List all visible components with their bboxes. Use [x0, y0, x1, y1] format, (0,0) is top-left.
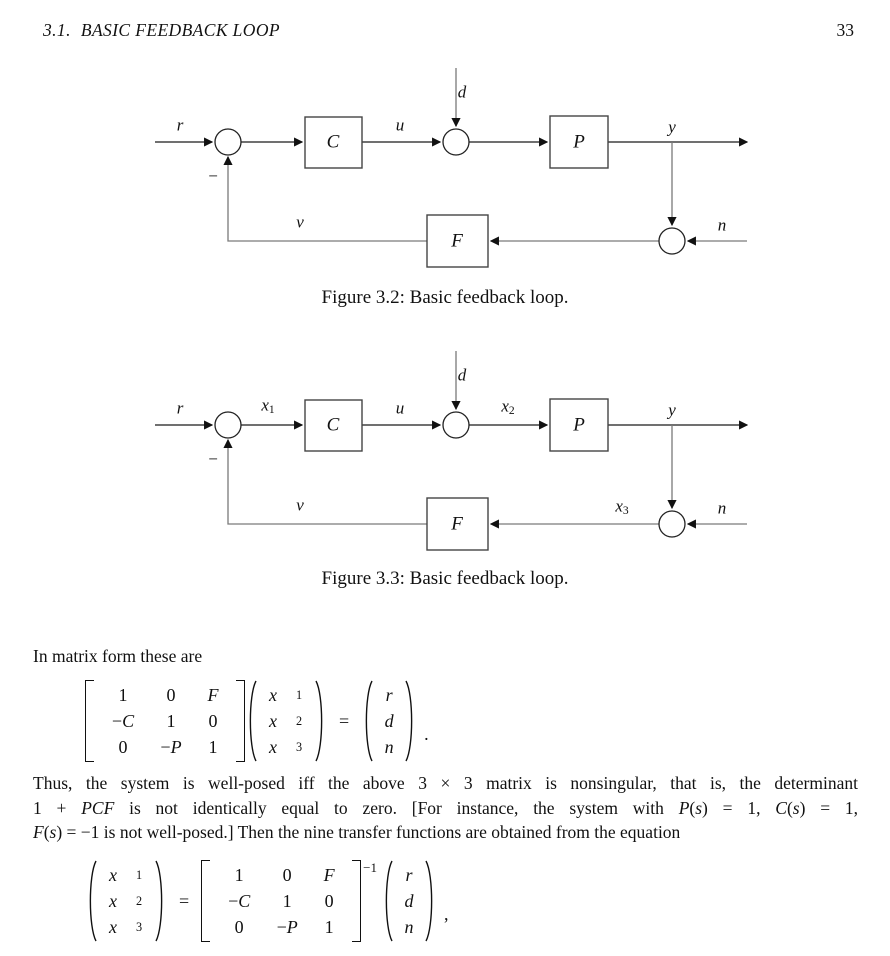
signal-label-x1: x1	[261, 395, 275, 416]
section-title: BASIC FEEDBACK LOOP	[80, 20, 280, 40]
matrix-cell: 1	[166, 710, 176, 731]
vector-entry: x 2	[269, 710, 303, 731]
signal-label-u: u	[395, 398, 405, 418]
signal-label-d: d	[457, 365, 467, 385]
unknown-vector	[260, 682, 312, 760]
left-paren	[85, 858, 98, 944]
plant-block-label: P	[573, 131, 585, 153]
matrix-cell: − P	[160, 736, 182, 757]
figure-3-3-caption: Figure 3.3: Basic feedback loop.	[321, 568, 569, 589]
vector-entry: x 1	[269, 684, 303, 705]
summing-junction-disturbance	[443, 129, 469, 155]
sensor-block-label: F	[451, 230, 463, 252]
signal-label-v: v	[296, 212, 304, 232]
right-paren	[424, 858, 437, 944]
matrix-cell: 0	[166, 684, 176, 705]
signal-label-u: u	[395, 115, 405, 135]
block-diagram-svg	[140, 54, 760, 286]
matrix-cell: F	[323, 864, 335, 885]
plant-block-label: P	[573, 414, 585, 436]
matrix-cell: 1	[118, 684, 128, 705]
page-number: 33	[836, 20, 854, 40]
sensor-block-label: F	[451, 513, 463, 535]
matrix-equation-1	[85, 678, 429, 764]
equation-punctuation: ,	[444, 903, 449, 924]
left-bracket	[85, 680, 94, 762]
rhs-vector	[396, 862, 422, 940]
vector-entry: d	[404, 890, 414, 911]
left-bracket	[201, 860, 210, 942]
summing-junction-error	[215, 129, 241, 155]
signal-label-n: n	[717, 215, 727, 235]
signal-label-x2: x2	[501, 396, 515, 417]
equals-sign: =	[179, 890, 190, 911]
left-paren	[361, 678, 374, 764]
inverse-exponent: −1	[363, 860, 377, 875]
summing-junction-error	[215, 412, 241, 438]
unknown-vector	[100, 862, 152, 940]
equation-punctuation: .	[424, 723, 429, 744]
minus-sign: −	[208, 166, 218, 186]
summing-junction-disturbance	[443, 412, 469, 438]
signal-label-y: y	[668, 400, 676, 420]
controller-block-label: C	[326, 131, 340, 153]
matrix-cell: − C	[111, 710, 135, 731]
vector-entry: x 3	[109, 916, 143, 937]
section-heading	[43, 20, 290, 41]
figure-3-2-diagram	[140, 54, 760, 286]
vector-entry: r	[405, 864, 413, 885]
vector-entry: n	[384, 736, 394, 757]
matrix-cell: 1	[324, 916, 334, 937]
matrix-cell: 0	[118, 736, 128, 757]
signal-label-x3: x3	[615, 496, 629, 517]
vector-entry: r	[385, 684, 393, 705]
matrix-cell: − C	[228, 890, 251, 911]
matrix-cell: F	[207, 684, 219, 705]
equals-sign: =	[339, 710, 350, 731]
minus-sign: −	[208, 449, 218, 469]
summing-junction-noise	[659, 511, 685, 537]
paragraph-line: F(s) = −1 is not well-posed.] Then the nine transfer functions are obtained from the equation	[33, 822, 681, 843]
intro-sentence: In matrix form these are	[33, 646, 203, 666]
matrix-cell: 0	[234, 916, 244, 937]
matrix-cell: 1	[282, 890, 292, 911]
matrix-cell: − P	[276, 916, 298, 937]
page-header	[43, 20, 854, 41]
right-paren	[314, 678, 327, 764]
right-bracket	[352, 860, 361, 942]
left-paren	[245, 678, 258, 764]
matrix-cell: 0	[282, 864, 292, 885]
controller-block-label: C	[326, 414, 340, 436]
right-paren	[154, 858, 167, 944]
feedback-line-v	[228, 157, 427, 241]
body-paragraph	[33, 771, 858, 845]
vector-entry: x 3	[269, 736, 303, 757]
right-bracket	[236, 680, 245, 762]
signal-label-y: y	[668, 117, 676, 137]
left-paren	[381, 858, 394, 944]
matrix-cell: 1	[208, 736, 218, 757]
vector-entry: d	[384, 710, 394, 731]
signal-label-r: r	[176, 398, 184, 418]
figure-3-2-caption: Figure 3.2: Basic feedback loop.	[321, 287, 569, 308]
rhs-vector	[376, 682, 402, 760]
matrix-equation-2	[85, 858, 449, 944]
signal-label-r: r	[176, 115, 184, 135]
vector-entry: x 2	[109, 890, 143, 911]
signal-label-d: d	[457, 82, 467, 102]
vector-entry: x 1	[109, 864, 143, 885]
right-paren	[404, 678, 417, 764]
matrix-cell: 1	[234, 864, 244, 885]
section-number: 3.1.	[43, 20, 71, 40]
block-diagram-svg	[140, 337, 760, 569]
paragraph-line: Thus, the system is well-posed iff the above 3 × 3 matrix is nonsingular, that is, the determinant	[33, 773, 858, 793]
signal-label-v: v	[296, 495, 304, 515]
coefficient-matrix	[99, 682, 231, 760]
summing-junction-noise	[659, 228, 685, 254]
paragraph-line: 1 + PCF is not identically equal to zero. [For instance, the system with P(s) = 1, C(s) = 1,	[33, 797, 858, 818]
vector-entry: n	[404, 916, 414, 937]
figure-3-3-diagram	[140, 337, 760, 569]
matrix-cell: 0	[324, 890, 334, 911]
signal-label-n: n	[717, 498, 727, 518]
feedback-line-v	[228, 440, 427, 524]
matrix-cell: 0	[208, 710, 218, 731]
coefficient-matrix	[215, 862, 347, 940]
